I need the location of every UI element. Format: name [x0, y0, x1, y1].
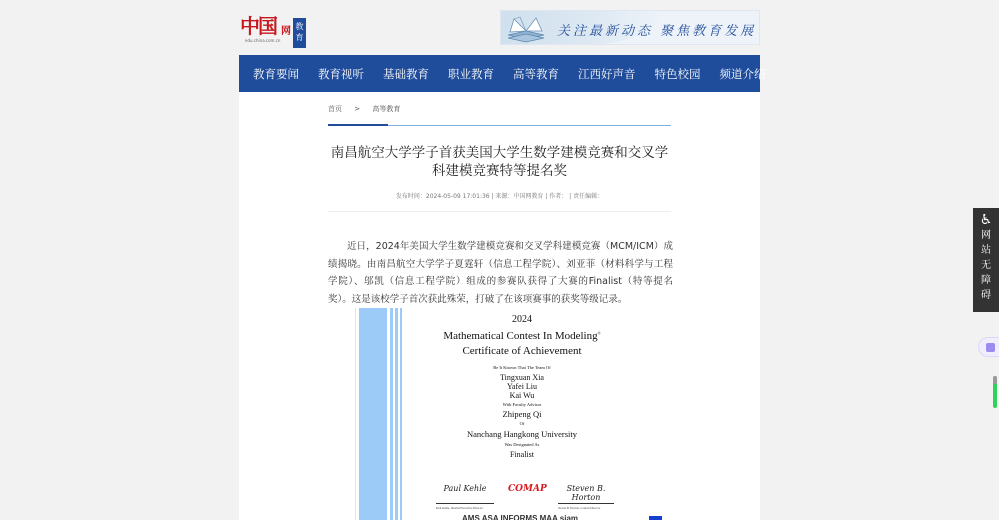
nav-item-channel-intro[interactable]: 频道介绍	[719, 66, 766, 81]
site-header	[239, 0, 760, 55]
registered-mark: ®	[597, 330, 601, 336]
article-title: 南昌航空大学学子首获美国大学生数学建模竞赛和交叉学科建模竞赛特等提名奖	[330, 145, 669, 179]
certificate-member: Kai Wu	[509, 391, 535, 400]
accessibility-label: 网站无障碍	[981, 230, 991, 301]
certificate-contest-name: Mathematical Contest In Modeling	[443, 330, 598, 342]
certificate-edge	[355, 308, 356, 520]
meta-divider	[328, 211, 671, 212]
certificate-stripe	[395, 308, 398, 520]
nav-item-education-news[interactable]: 教育要闻	[253, 66, 299, 81]
article-meta: 发布时间：2024-05-09 17:01:36 | 来源：中国网教育 | 作者： | 责任编辑：	[395, 193, 604, 200]
sponsor-logos: AMS ASA INFORMS MAA siam	[462, 514, 579, 520]
breadcrumb-divider-accent	[328, 124, 388, 126]
certificate-designated-label: Was Designated As	[504, 442, 540, 447]
china-net-logo[interactable]	[239, 8, 309, 44]
nav-item-vocational-education[interactable]: 职业教育	[448, 66, 494, 81]
certificate-member: Yafei Liu	[506, 382, 538, 391]
signature-right-caption: Steven B. Horton, Contest Director	[558, 506, 601, 510]
breadcrumb-current-link[interactable]: 高等教育	[372, 105, 401, 113]
book-stack-icon	[506, 15, 546, 43]
certificate-advisor: Zhipeng Qi	[502, 409, 542, 419]
signature-right: Steven B. Horton	[558, 484, 614, 504]
certificate-be-it-known: Be It Known That The Team Of	[493, 365, 551, 370]
wheelchair-icon: ♿	[979, 212, 993, 228]
breadcrumb	[328, 104, 410, 114]
article-container	[239, 92, 760, 520]
certificate-university: Nanchang Hangkong University	[466, 429, 577, 439]
certificate-heading: Certificate of Achievement	[462, 345, 582, 357]
comap-logo: COMAP	[508, 484, 547, 494]
assistant-icon	[986, 343, 995, 352]
signature-left-caption: Paul Kehle, Interim Executive Director	[436, 506, 484, 510]
logo-suffix-text: 网	[281, 26, 291, 37]
breadcrumb-home-link[interactable]: 首页	[328, 105, 342, 113]
nav-item-education-av[interactable]: 教育视听	[318, 66, 364, 81]
certificate-blue-mark	[649, 516, 662, 520]
accessibility-button[interactable]	[973, 208, 999, 312]
certificate-stripe	[400, 308, 402, 520]
logo-main-text: 中国	[240, 14, 276, 38]
nav-item-jiangxi-voice[interactable]: 江西好声音	[578, 66, 636, 81]
article-paragraph: 近日，2024年美国大学生数学建模竞赛和交叉学科建模竞赛（MCM/ICM）成绩揭晓。由南昌航空大学学子夏霆轩（信息工程学院）、刘亚菲（材料科学与工程学院）、邬凯（信息工程学院）组成的参赛队获得了大赛的Finalist（特等提名奖）。这是该校学子首次获此殊荣，打破了在该项赛事的获奖等级记录。	[328, 241, 673, 305]
banner-slogan: 关注最新动态 聚焦教育发展	[557, 24, 757, 39]
certificate-member: Tingxuan Xia	[500, 373, 544, 382]
certificate-image	[352, 308, 667, 520]
floating-assistant-button[interactable]	[978, 337, 999, 357]
certificate-contest	[412, 330, 632, 342]
certificate-year: 2024	[512, 314, 532, 325]
main-nav	[239, 55, 766, 92]
nav-item-featured-campus[interactable]: 特色校园	[654, 66, 701, 81]
breadcrumb-separator: >	[354, 105, 361, 113]
signature-left: Paul Kehle	[436, 484, 494, 504]
logo-url-text: edu.china.com.cn	[245, 38, 281, 43]
nav-item-higher-education[interactable]: 高等教育	[513, 66, 559, 81]
scroll-indicator-cap	[993, 376, 997, 384]
certificate-stripe	[390, 308, 393, 520]
certificate-stripe	[359, 308, 387, 520]
certificate-advisor-label: With Faculty Advisor	[502, 402, 542, 407]
header-banner	[500, 10, 760, 45]
certificate-award: Finalist	[509, 450, 534, 459]
nav-item-basic-education[interactable]: 基础教育	[383, 66, 429, 81]
logo-section-badge: 教育	[293, 18, 306, 48]
certificate-of-label: Of	[519, 421, 525, 426]
